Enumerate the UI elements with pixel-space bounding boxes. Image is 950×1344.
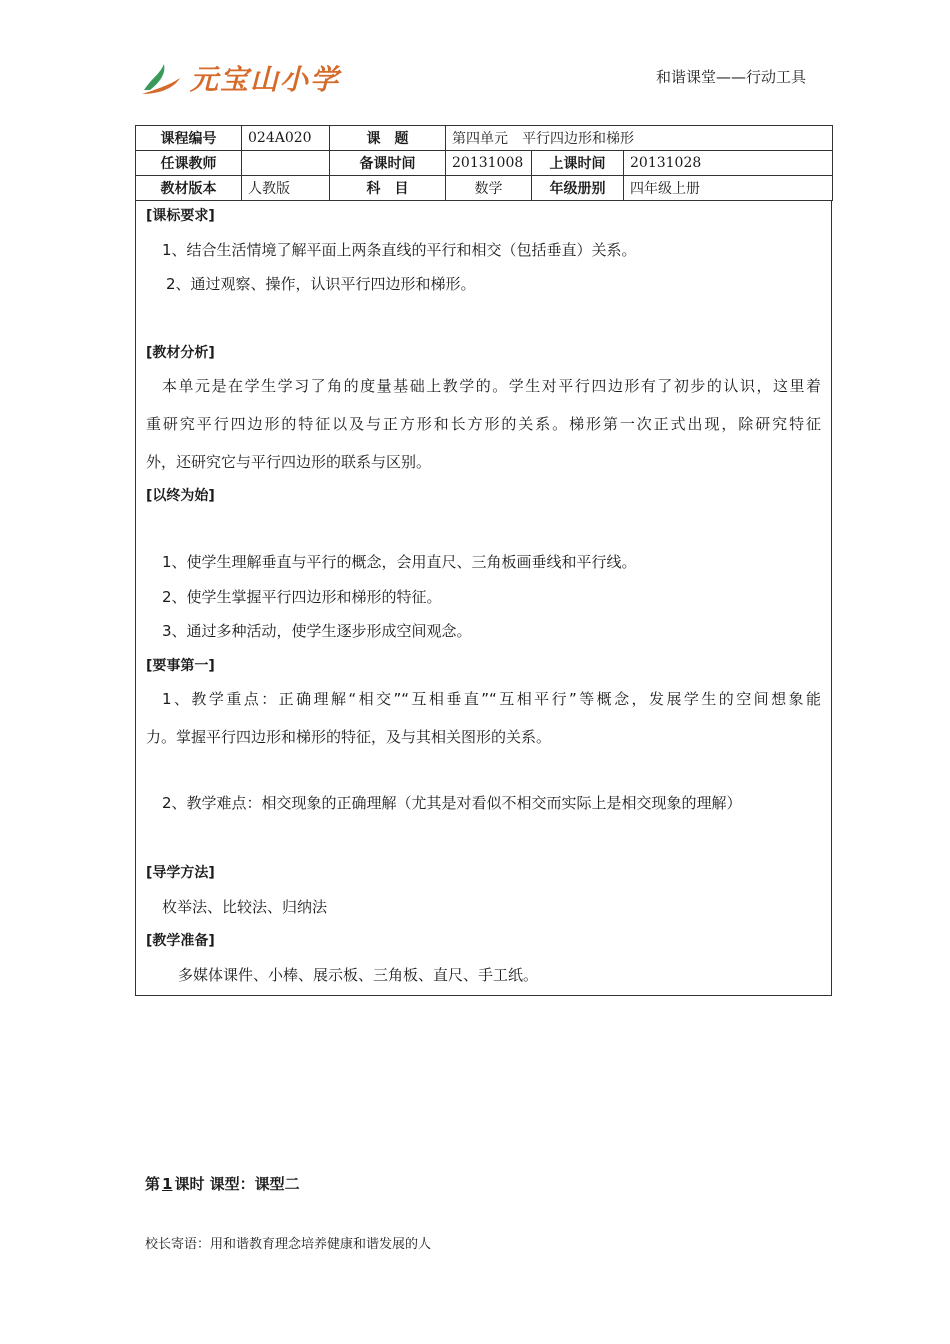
course-code-value: 024A020 [242, 126, 330, 151]
table-row [136, 126, 833, 151]
teacher-value [242, 151, 330, 176]
teacher-label: 任课教师 [136, 151, 242, 176]
lesson-prefix: 第 [145, 1175, 161, 1193]
analysis-line: 本单元是在学生学习了角的度量基础上教学的。学生对平行四边形有了初步的认识，这里着 [162, 377, 821, 395]
keys-line: 1、教学重点：正确理解“相交”“互相垂直”“互相平行”等概念，发展学生的空间想象能 [162, 690, 821, 708]
class-time-label: 上课时间 [532, 151, 624, 176]
prep-time-value: 20131008 [446, 151, 532, 176]
section-title-goals: [以终为始] [146, 488, 215, 504]
section-title-keys: [要事第一] [146, 658, 215, 674]
school-emblem-icon [140, 60, 184, 96]
lesson-info-table [135, 125, 833, 201]
analysis-line: 重研究平行四边形的特征以及与正方形和长方形的关系。梯形第一次正式出现，除研究特征 [146, 415, 821, 433]
header-slogan: 和谐课堂——行动工具 [655, 68, 806, 86]
section-title-preparation: [教学准备] [146, 933, 215, 949]
goals-item: 1、使学生理解垂直与平行的概念，会用直尺、三角板画垂线和平行线。 [162, 553, 637, 571]
lesson-type-line [145, 1173, 300, 1194]
keys-line: 力。掌握平行四边形和梯形的特征，及与其相关图形的关系。 [146, 728, 552, 746]
grade-label: 年级册别 [532, 176, 624, 201]
topic-label: 课 题 [330, 126, 446, 151]
section-title-methods: [导学方法] [146, 865, 215, 881]
textbook-value: 人教版 [242, 176, 330, 201]
standards-item: 1、结合生活情境了解平面上两条直线的平行和相交（包括垂直）关系。 [162, 241, 637, 259]
class-time-value: 20131028 [624, 151, 833, 176]
lesson-number: 1 [162, 1175, 173, 1193]
course-code-label: 课程编号 [136, 126, 242, 151]
methods-text: 枚举法、比较法、归纳法 [162, 898, 328, 916]
lesson-plan-body [135, 201, 832, 996]
subject-label: 科 目 [330, 176, 446, 201]
standards-item: 2、通过观察、操作，认识平行四边形和梯形。 [166, 275, 476, 293]
preparation-text: 多媒体课件、小棒、展示板、三角板、直尺、手工纸。 [178, 966, 539, 984]
school-name: 元宝山小学 [190, 63, 341, 96]
school-logo [140, 58, 340, 98]
analysis-line: 外，还研究它与平行四边形的联系与区别。 [146, 453, 432, 471]
section-title-analysis: [教材分析] [146, 345, 215, 361]
grade-value: 四年级上册 [624, 176, 833, 201]
goals-item: 2、使学生掌握平行四边形和梯形的特征。 [162, 588, 442, 606]
textbook-label: 教材版本 [136, 176, 242, 201]
section-title-standards: [课标要求] [146, 208, 215, 224]
principal-message: 校长寄语：用和谐教育理念培养健康和谐发展的人 [145, 1237, 432, 1252]
table-row [136, 176, 833, 201]
goals-item: 3、通过多种活动，使学生逐步形成空间观念。 [162, 622, 472, 640]
keys-line: 2、教学难点：相交现象的正确理解（尤其是对看似不相交而实际上是相交现象的理解） [162, 794, 742, 812]
topic-value: 第四单元 平行四边形和梯形 [446, 126, 833, 151]
prep-time-label: 备课时间 [330, 151, 446, 176]
table-row [136, 151, 833, 176]
lesson-suffix: 课时 课型：课型二 [174, 1175, 300, 1193]
subject-value: 数学 [446, 176, 532, 201]
